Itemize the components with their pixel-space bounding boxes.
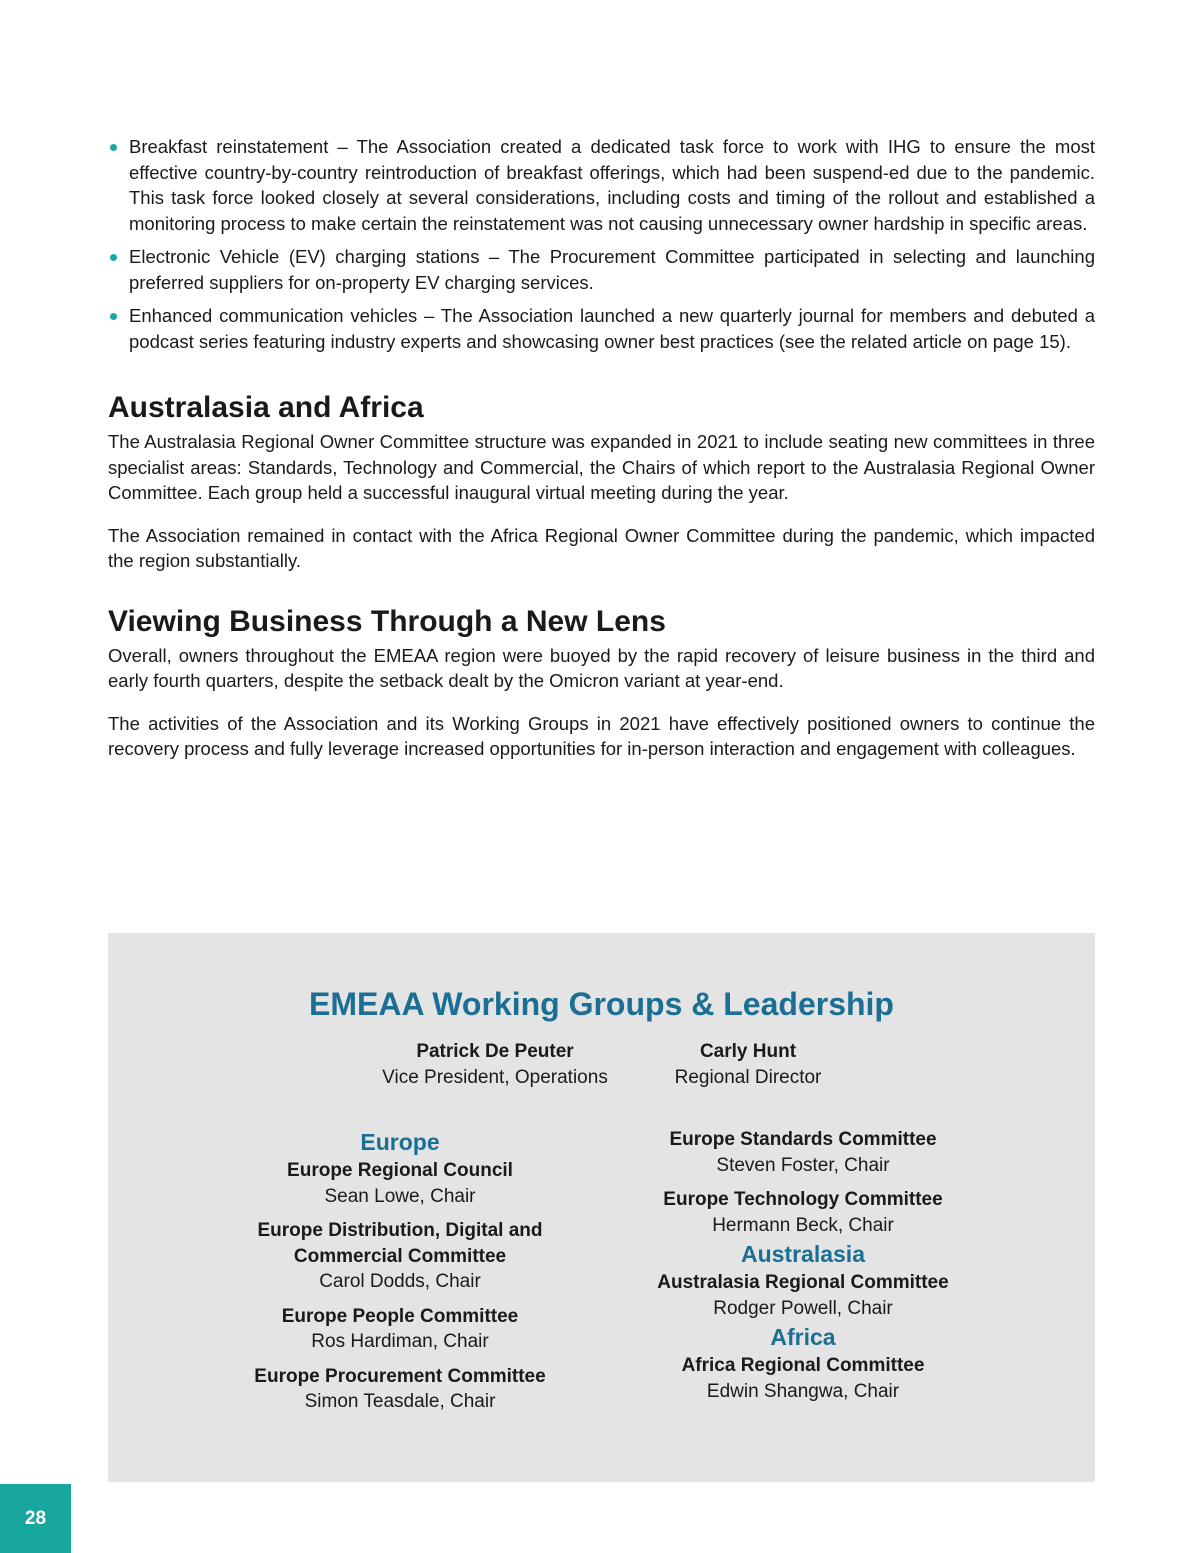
committee-chair: Carol Dodds, Chair [319,1271,481,1292]
section-heading-australasia-africa: Australasia and Africa [108,391,424,424]
paragraph: The activities of the Association and its Working Groups in 2021 have effectively positioned owners to continue the recovery process and fully leverage increased opportunities for in-person interaction and engagement with colleagues. [108,712,1095,759]
committee [613,1353,993,1404]
committee-column-left [210,1127,590,1424]
article-body [108,134,1095,762]
list-item [108,134,1095,236]
committee-name: Australasia Regional Committee [657,1272,949,1293]
leadership-panel [108,933,1095,1482]
committee-name: Europe Standards Committee [669,1129,937,1150]
bullet-dot-icon [110,144,117,151]
leader [345,1039,645,1091]
committee [613,1127,993,1178]
bullet-text: Enhanced communication vehicles – The Association launched a new quarterly journal for members and debuted a podcast series featuring industry experts and showcasing owner best practices (see the related article on page 15). [129,305,1095,352]
committee-chair: Hermann Beck, Chair [712,1214,894,1236]
leader-role: Vice President, Operations [382,1067,608,1088]
bullet-dot-icon [110,313,117,320]
paragraph: Overall, owners throughout the EMEAA region were buoyed by the rapid recovery of leisure business in the third and early fourth quarters, despite the setback dealt by the Omicron variant at year-end. [108,644,1095,691]
committee-chair: Ros Hardiman, Chair [311,1331,489,1352]
committee-chair: Rodger Powell, Chair [713,1297,893,1319]
page-number: 28 [0,1484,71,1553]
panel-title: EMEAA Working Groups & Leadership [309,986,894,1022]
leader-name: Patrick De Peuter [416,1041,574,1062]
region-heading-australasia: Australasia [740,1241,865,1267]
leader [648,1039,848,1091]
committee [210,1304,590,1355]
region-heading-europe: Europe [360,1129,440,1155]
committee-chair: Edwin Shangwa, Chair [706,1380,900,1402]
committee-name: Europe People Committee [281,1305,519,1327]
committee [210,1364,590,1415]
committee [210,1158,590,1209]
committee-chair: Simon Teasdale, Chair [304,1391,496,1412]
committee-name: Europe Procurement Committee [254,1365,546,1387]
bullet-text: Breakfast reinstatement – The Association created a dedicated task force to work with IHG to ensure the most effective country-by-country reintroduction of breakfast offerings, which had been suspend-ed due to the pandemic. This task force looked closely at several considerations, including costs and timing of the rollout and established a monitoring process to make certain the reinstatement was not causing unnecessary owner hardship in specific areas. [129,136,1095,234]
committee-chair: Steven Foster, Chair [716,1154,890,1176]
committee [210,1218,590,1295]
region-heading-africa: Africa [770,1324,836,1350]
bullet-dot-icon [110,254,117,261]
section-heading-viewing-business: Viewing Business Through a New Lens [108,604,666,638]
leader-name: Carly Hunt [699,1041,797,1062]
paragraph: The Australasia Regional Owner Committee structure was expanded in 2021 to include seating new committees in three specialist areas: Standards, Technology and Commercial, the Chairs of which report to the Australasia Regional Owner Committee. Each group held a successful inaugural virtual meeting during the year. [108,431,1095,503]
list-item [108,303,1095,354]
committee-column-right [613,1127,993,1413]
committee-name: Europe Technology Committee [663,1189,943,1210]
bullet-text: Electronic Vehicle (EV) charging stations – The Procurement Committee participated in selecting and launching preferred suppliers for on-property EV charging services. [129,246,1095,293]
list-item [108,244,1095,295]
leader-role: Regional Director [674,1067,822,1088]
committee-name: Africa Regional Committee [681,1355,925,1376]
bullet-list [108,134,1095,354]
committee-chair: Sean Lowe, Chair [324,1185,476,1207]
paragraph: The Association remained in contact with the Africa Regional Owner Committee during the pandemic, which impacted the region substantially. [108,524,1095,571]
committee [613,1187,993,1238]
committee-name: Europe Distribution, Digital and Commercial Committee [257,1220,543,1267]
committee-name: Europe Regional Council [287,1160,513,1181]
committee [613,1270,993,1321]
